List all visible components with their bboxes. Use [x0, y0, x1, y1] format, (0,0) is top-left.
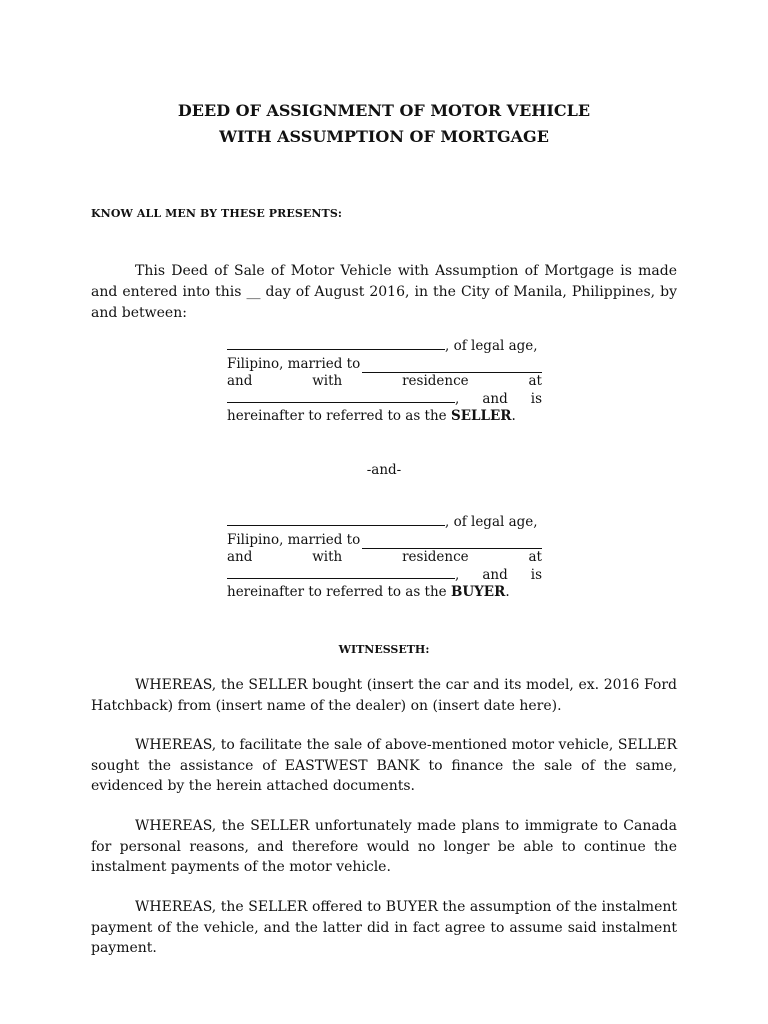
seller-line-1	[227, 338, 542, 356]
seller-word-is: is	[530, 390, 542, 407]
seller-word-and-2: and	[482, 390, 508, 407]
seller-legal-age: , of legal age,	[445, 338, 538, 354]
seller-name-blank	[227, 336, 445, 350]
seller-word-residence: residence	[402, 373, 469, 390]
buyer-residence-blank	[227, 565, 455, 579]
buyer-word-and: and	[227, 549, 253, 566]
seller-line-5	[227, 408, 542, 426]
and-separator: -and-	[366, 462, 402, 478]
seller-referred-text: hereinafter to referred to as the	[227, 408, 447, 425]
document-title	[0, 98, 768, 150]
witnesseth-heading: WITNESSETH:	[338, 643, 430, 656]
seller-name-line	[227, 336, 538, 356]
seller-word-at: at	[528, 373, 542, 390]
title-line-2: WITH ASSUMPTION OF MORTGAGE	[219, 127, 549, 146]
whereas-text-2: WHEREAS, to facilitate the sale of above-mentioned motor vehicle, SELLER sought the assistance of EASTWEST BANK to finance the sale of the same, evidenced by the herein attached documents.	[91, 737, 677, 794]
whereas-text-1: WHEREAS, the SELLER bought (insert the car and its model, ex. 2016 Ford Hatchback) from (insert name of the dealer) on (insert date here).	[91, 677, 677, 714]
whereas-text-4: WHEREAS, the SELLER offered to BUYER the assumption of the instalment payment of the vehicle, and the latter did in fact agree to assume said instalment payment.	[91, 899, 677, 956]
seller-line-2	[227, 356, 542, 374]
seller-married-to: Filipino, married to	[227, 355, 361, 372]
seller-residence-blank	[227, 389, 455, 403]
buyer-name-blank	[227, 512, 445, 526]
whereas-paragraph-4	[91, 897, 677, 959]
seller-comma: ,	[455, 390, 460, 407]
buyer-block	[227, 514, 542, 602]
buyer-word-with: with	[312, 549, 343, 566]
buyer-line-2	[227, 532, 542, 550]
seller-word-with: with	[312, 373, 343, 390]
buyer-role: BUYER	[450, 584, 506, 601]
seller-residence-line	[227, 389, 459, 409]
seller-spouse-blank	[362, 359, 542, 373]
buyer-line-5	[227, 584, 542, 602]
buyer-comma: ,	[455, 566, 460, 583]
buyer-residence-line	[227, 565, 459, 585]
buyer-word-is: is	[530, 566, 542, 583]
whereas-paragraph-1	[91, 675, 677, 716]
buyer-referred-as	[227, 584, 510, 602]
seller-period: .	[511, 408, 516, 425]
intro-paragraph	[91, 261, 677, 324]
buyer-period: .	[505, 584, 510, 601]
buyer-legal-age: , of legal age,	[445, 514, 538, 530]
seller-word-and: and	[227, 373, 253, 390]
buyer-word-and-2: and	[482, 566, 508, 583]
whereas-paragraph-2	[91, 735, 677, 797]
buyer-spouse-blank	[362, 535, 542, 549]
buyer-name-line	[227, 512, 538, 532]
seller-role: SELLER	[450, 408, 512, 425]
seller-block	[227, 338, 542, 426]
whereas-paragraph-3	[91, 816, 677, 878]
buyer-line-4	[227, 567, 542, 585]
buyer-referred-text: hereinafter to referred to as the	[227, 584, 447, 601]
intro-text: This Deed of Sale of Motor Vehicle with Assumption of Mortgage is made and entered into this __ day of August 2016, in the City of Manila, Philippines, by and between:	[91, 263, 677, 321]
know-all-men-heading: KNOW ALL MEN BY THESE PRESENTS:	[91, 207, 343, 220]
seller-line-4	[227, 391, 542, 409]
buyer-line-1	[227, 514, 542, 532]
buyer-married-to: Filipino, married to	[227, 531, 361, 548]
buyer-word-residence: residence	[402, 549, 469, 566]
buyer-word-at: at	[528, 549, 542, 566]
seller-referred-as	[227, 408, 516, 426]
title-line-1: DEED OF ASSIGNMENT OF MOTOR VEHICLE	[177, 101, 591, 120]
whereas-text-3: WHEREAS, the SELLER unfortunately made plans to immigrate to Canada for personal reasons, and therefore would no longer be able to continue the instalment payments of the motor vehicle.	[91, 818, 677, 875]
